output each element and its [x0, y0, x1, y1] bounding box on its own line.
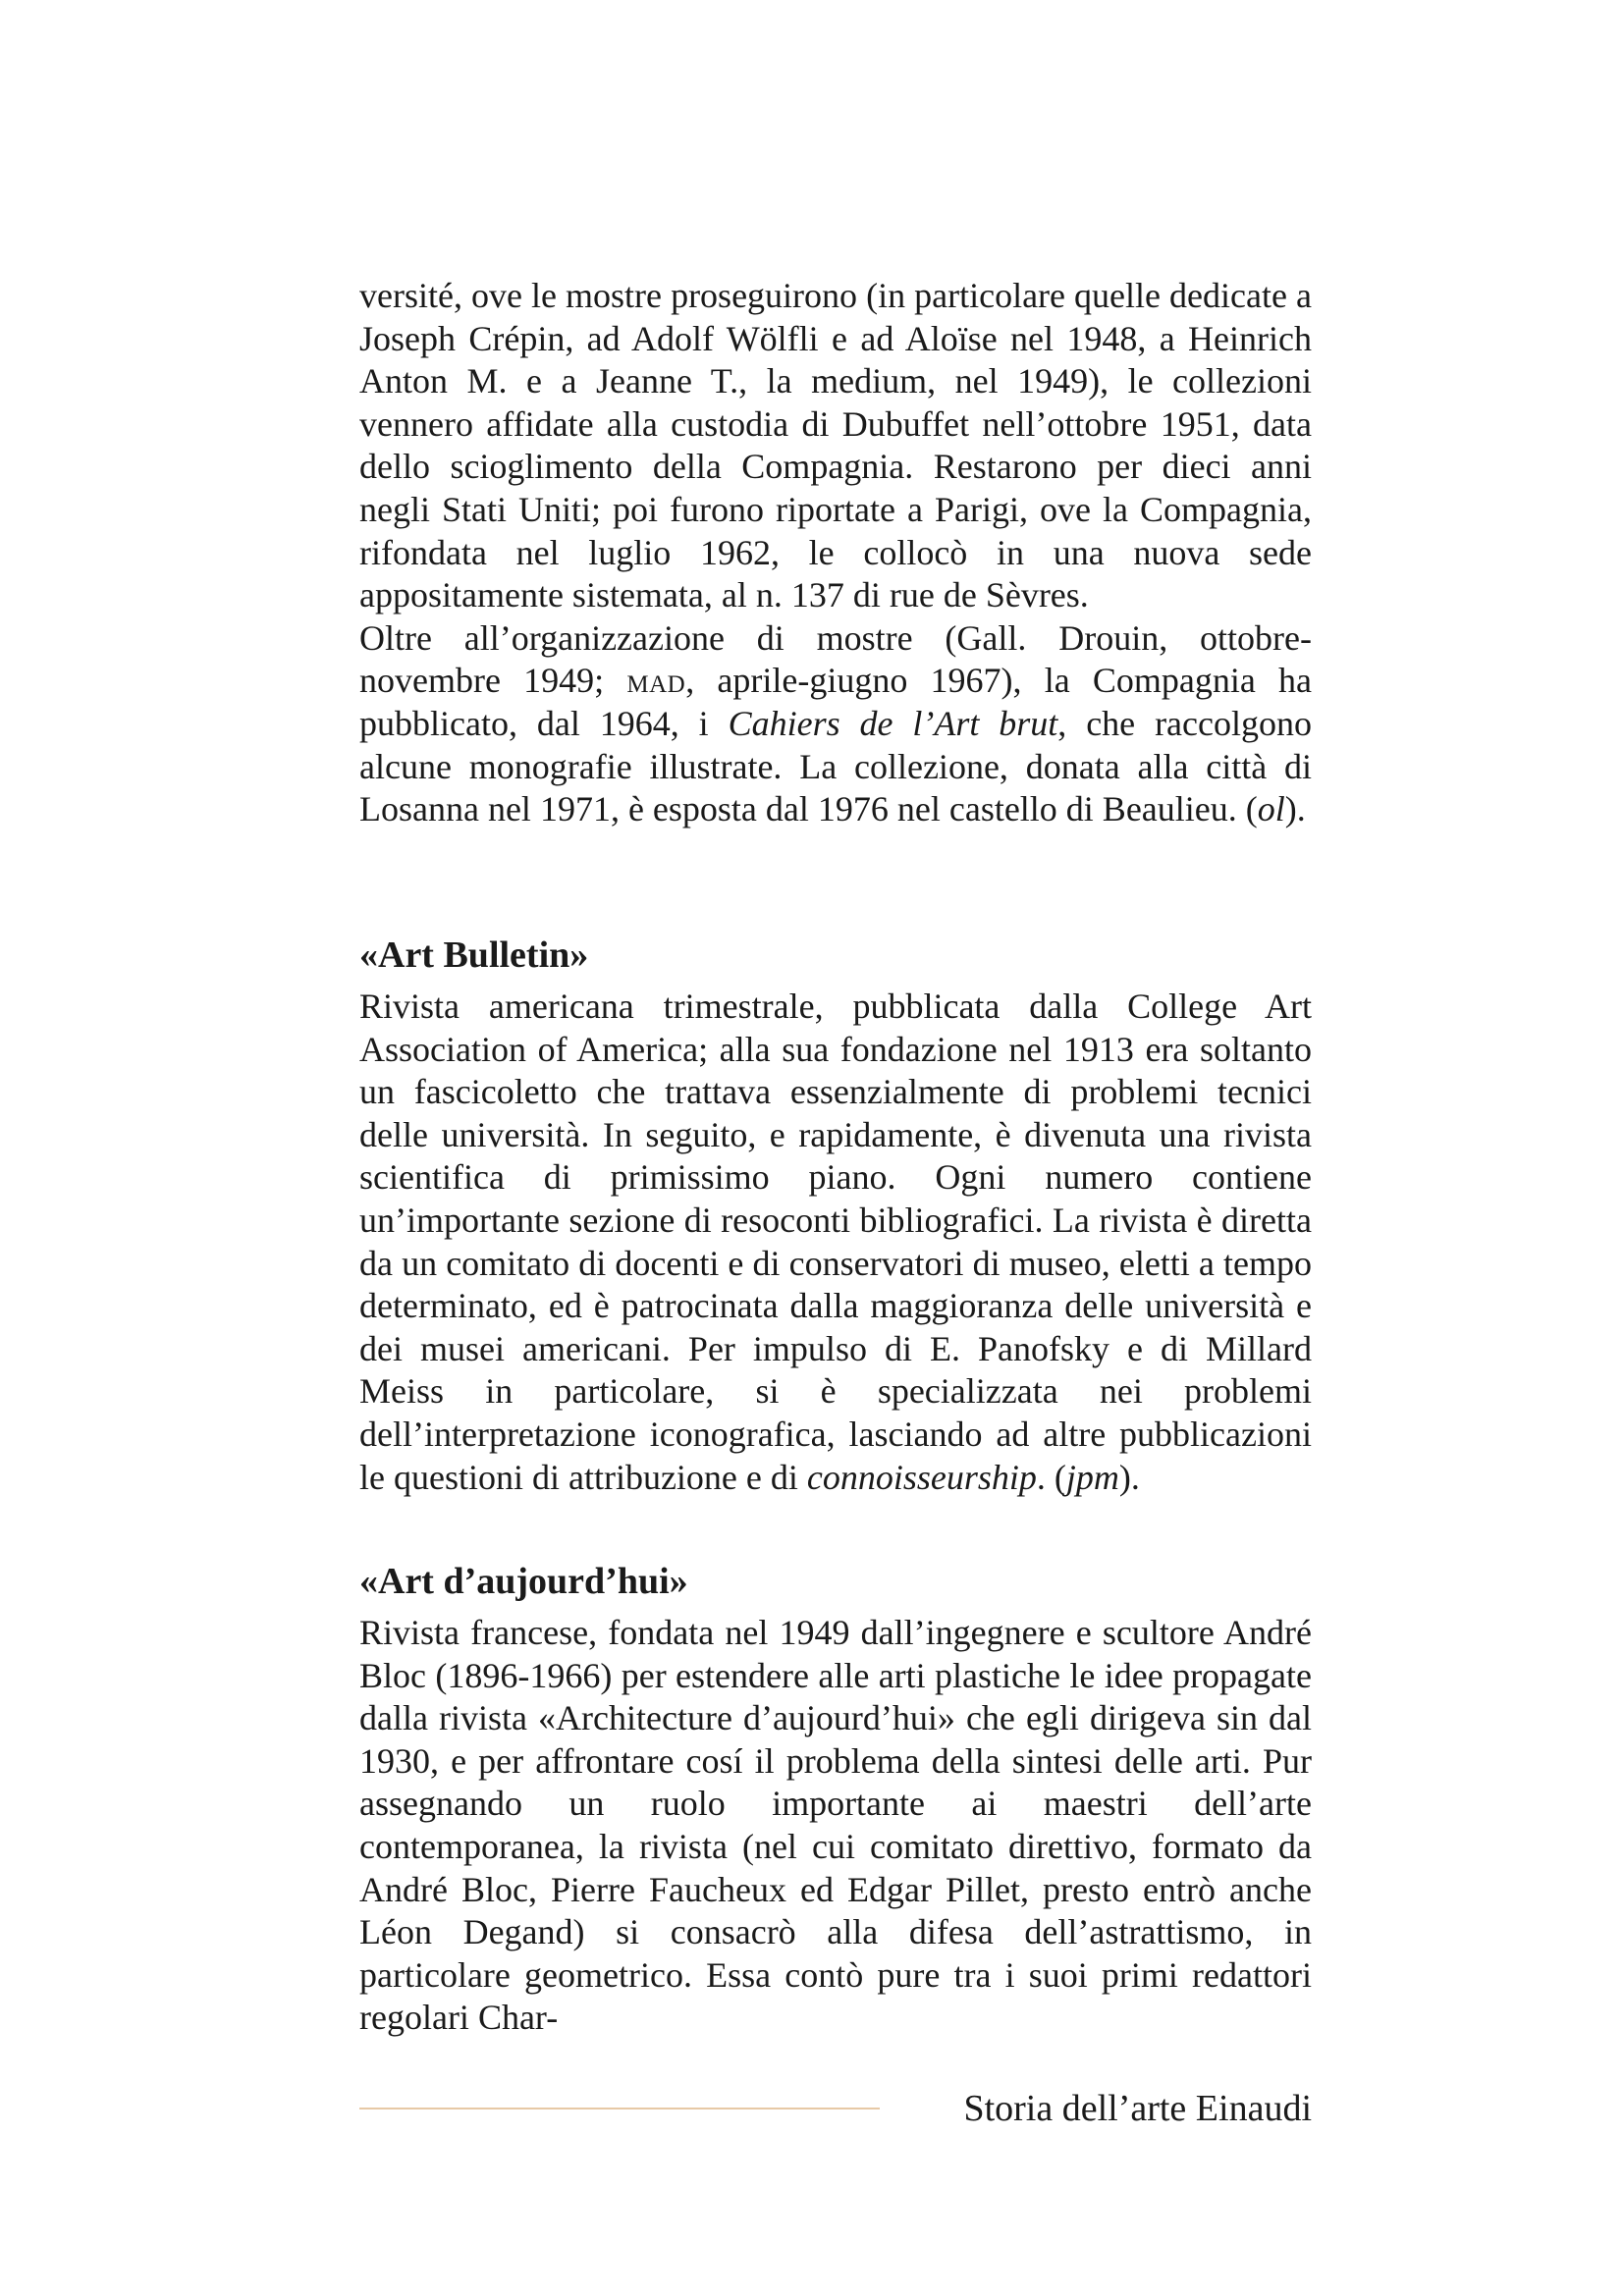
- italic-term: connoisseurship: [806, 1457, 1037, 1497]
- entry-body-part-c: ).: [1118, 1457, 1140, 1497]
- entry-body: Rivista francese, fondata nel 1949 dall’ingegnere e scultore André Bloc (1896-1966) per estendere alle arti plastiche le idee propagate dalla rivista «Architecture d’aujourd’hui» che egli dirigeva sin dal 1930, e per affrontare cosí il problema della sintesi delle arti. Pur assegnando un ruolo importante ai maestri dell’arte contemporanea, la rivista (nel cui comitato direttivo, formato da André Bloc, Pierre Faucheux ed Edgar Pillet, presto entrò anche Léon Degand) si consacrò alla difesa dell’astrattismo, in particolare geometrico. Essa contò pure tra i suoi primi redattori regolari Char-: [359, 1613, 1312, 2038]
- author-initials: ol: [1257, 789, 1285, 829]
- intro-p2-part-b: , aprile-giugno 1967), la Compagnia ha pubblicato, dal 1964, i: [359, 661, 1313, 743]
- entry-heading: «Art Bulletin»: [359, 934, 589, 976]
- footer-rule: [359, 2108, 880, 2109]
- author-initials: jpm: [1065, 1457, 1119, 1497]
- entry-art-bulletin: [359, 933, 1312, 1499]
- intro-p2-part-c: , che raccolgono alcune monografie illustrate. La collezione, donata alla città di Losanna nel 1971, è esposta dal 1976 nel castello di Beaulieu. (: [359, 703, 1312, 829]
- entry-heading: «Art d’aujourd’hui»: [359, 1561, 688, 1602]
- intro-paragraph-1: [359, 275, 1312, 617]
- intro-p2-part-a: Oltre all’organizzazione di mostre (Gall. Drouin, ottobre-novembre 1949;: [359, 617, 1312, 701]
- entry-body: [359, 986, 1312, 1499]
- museum-abbreviation: mad: [626, 661, 686, 701]
- page-footer: [359, 2081, 1312, 2136]
- intro-section: [359, 275, 1312, 831]
- intro-paragraph-1-text: versité, ove le mostre proseguirono (in particolare quelle dedicate a Joseph Crépin, ad Adolf Wölfli e ad Aloïse nel 1948, a Heinrich Anton M. e a Jeanne T., la medium, nel 1949), le collezioni vennero affidate alla custodia di Dubuffet nell’ottobre 1951, data dello scioglimento della Compagnia. Restarono per dieci anni negli Stati Uniti; poi furono riportate a Parigi, ove la Compagnia, rifondata nel luglio 1962, le collocò in una nuova sede appositamente sistemata, al n. 137 di rue de Sèvres.: [359, 276, 1312, 615]
- entry-art-aujourdhui: [359, 1559, 1312, 2040]
- publication-title: Cahiers de l’Art brut: [728, 703, 1058, 743]
- intro-p2-part-d: ).: [1284, 789, 1306, 829]
- entry-body-part-a: Rivista americana trimestrale, pubblicata dalla College Art Association of America; alla sua fondazione nel 1913 era soltanto un fascicoletto che trattava essenzialmente di problemi tecnici delle università. In seguito, e rapidamente, è divenuta una rivista scientifica di primissimo piano. Ogni numero contiene un’importante sezione di resoconti bibliografici. La rivista è diretta da un comitato di docenti e di conservatori di museo, eletti a tempo determinato, ed è patrocinata dalla maggioranza delle università e dei musei americani. Per impulso di E. Panofsky e di Millard Meiss in particolare, si è specializzata nei problemi dell’interpretazione iconografica, lasciando ad altre pubblicazioni le questioni di attribuzione e di: [359, 987, 1312, 1497]
- intro-paragraph-2: [359, 617, 1312, 831]
- entry-body-part-b: . (: [1036, 1457, 1066, 1497]
- footer-publisher: Storia dell’arte Einaudi: [963, 2088, 1312, 2129]
